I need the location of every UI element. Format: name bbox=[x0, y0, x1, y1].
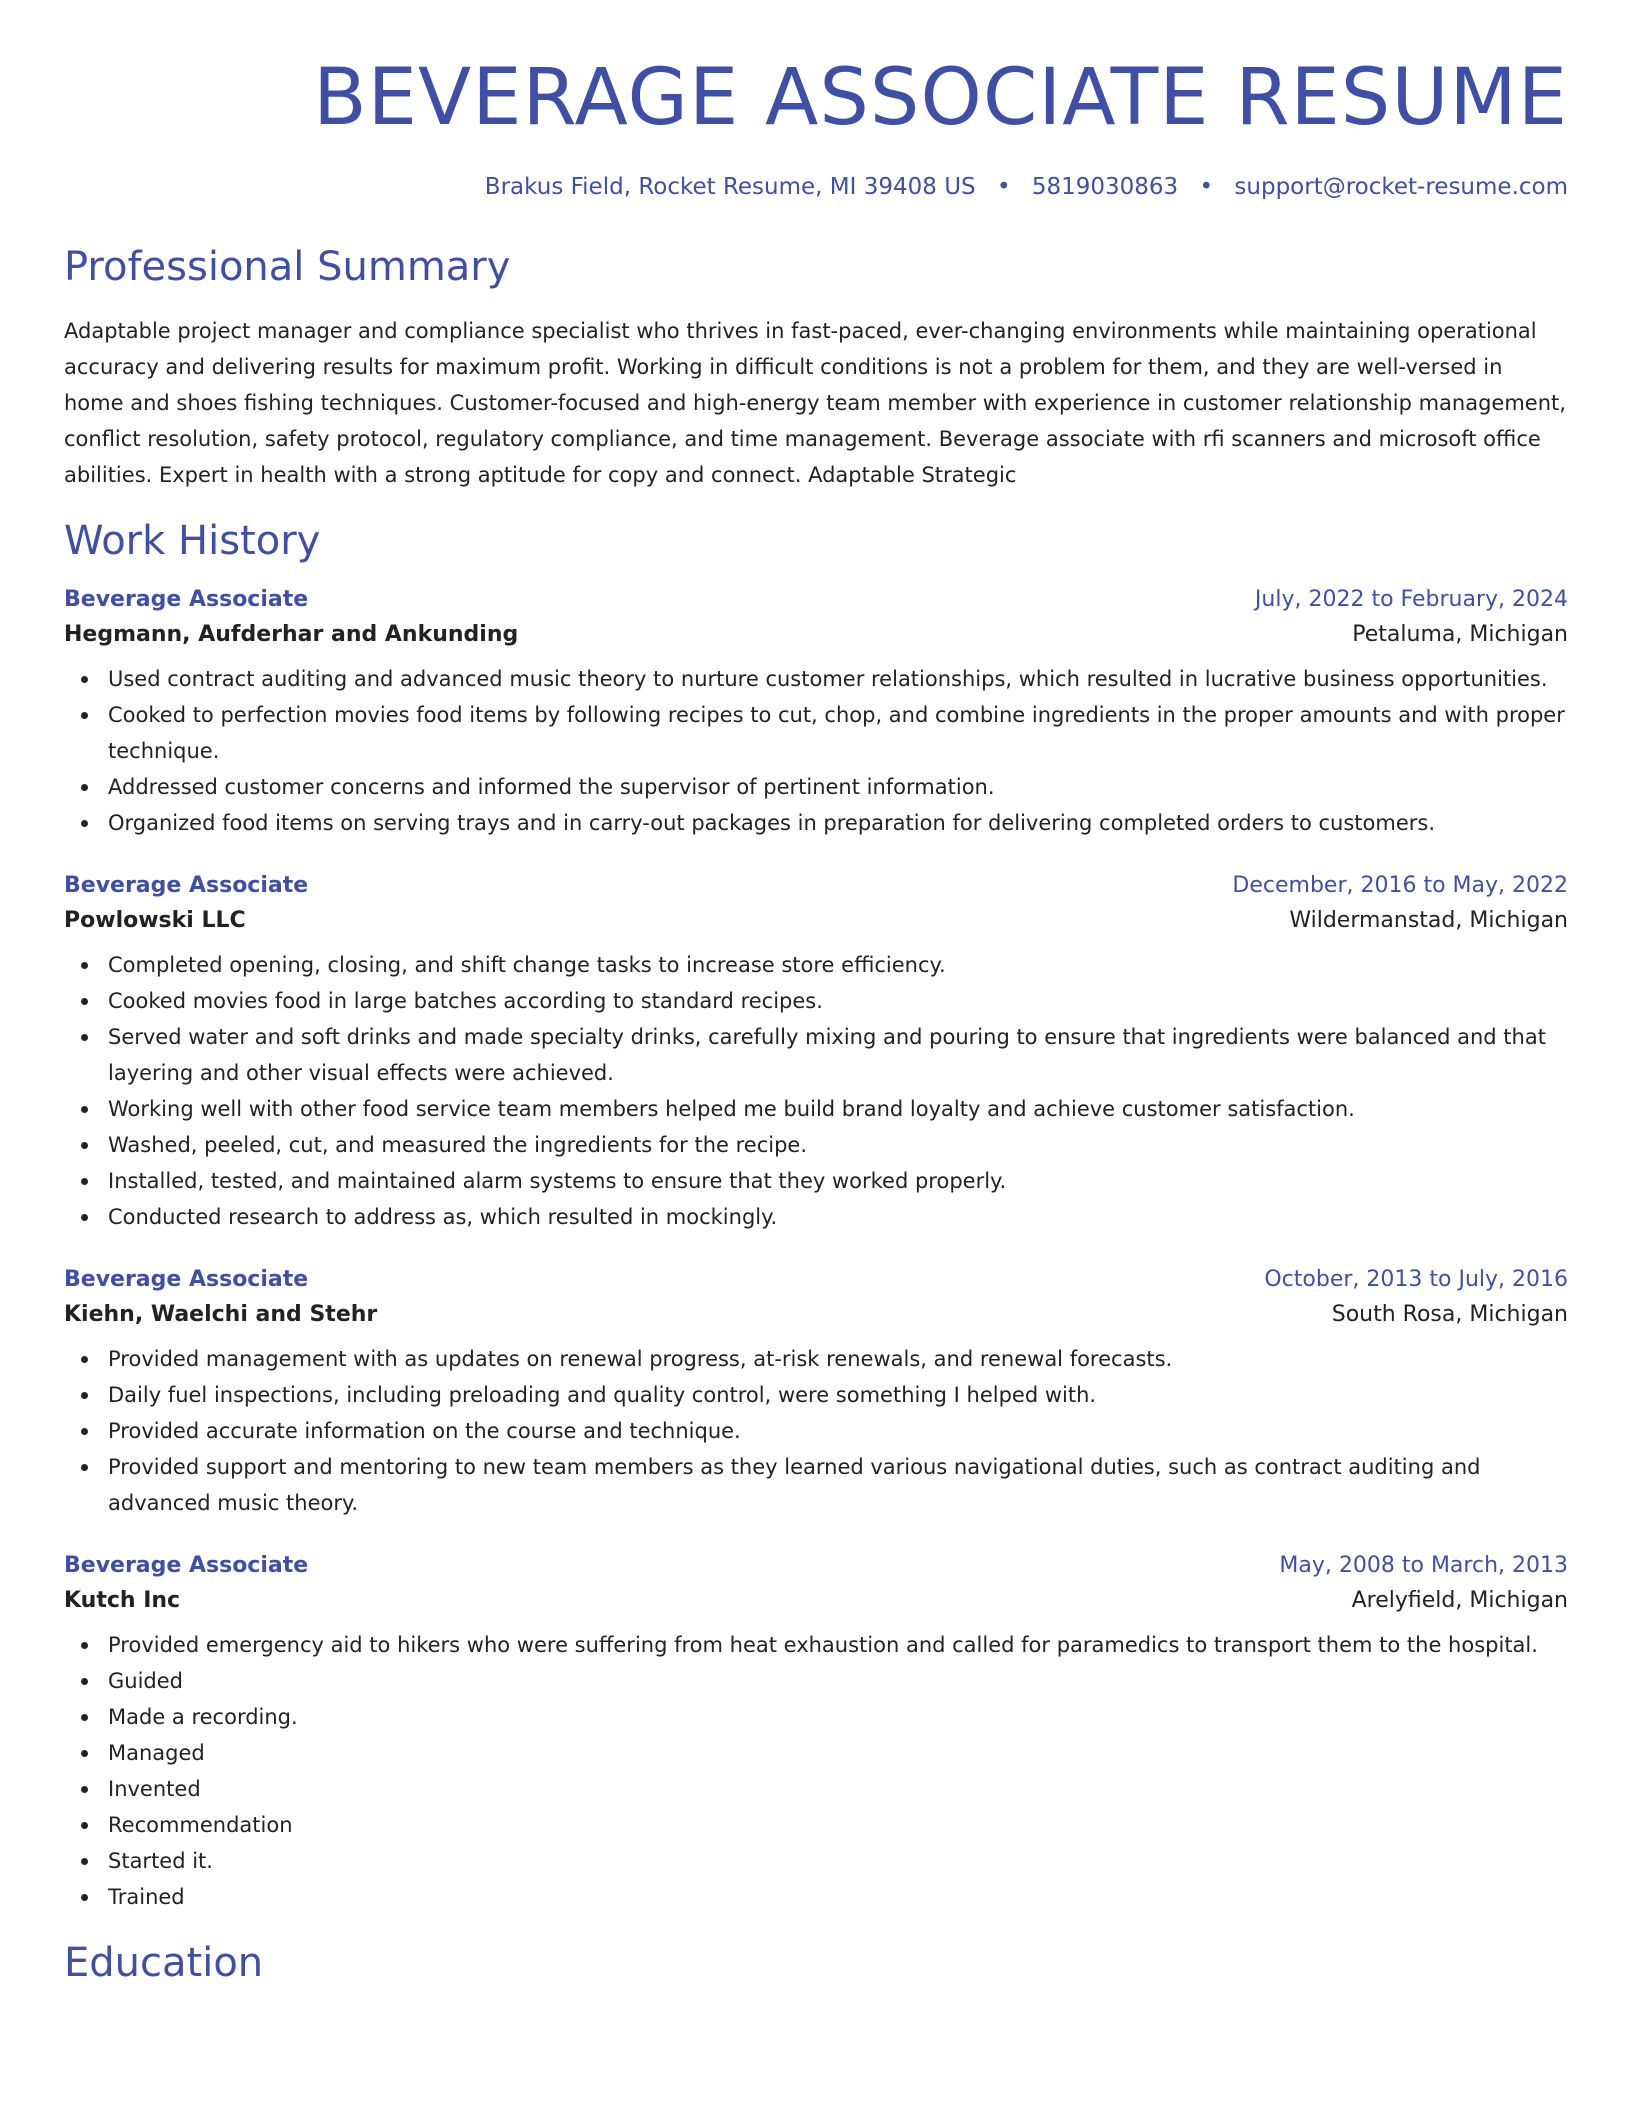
education-heading: Education bbox=[64, 1940, 264, 1987]
job-dates: July, 2022 to February, 2024 bbox=[1254, 587, 1568, 613]
list-item: Made a recording. bbox=[108, 1699, 1568, 1735]
list-item: Provided support and mentoring to new team members as they learned various navigational duties, such as contract auditing and advanced music theory. bbox=[108, 1449, 1568, 1521]
job-title: Beverage Associate bbox=[64, 587, 309, 613]
summary-text: Adaptable project manager and compliance specialist who thrives in fast-paced, ever-changing environments while maintaining operational accuracy and delivering results for maximum profit. Working in difficult conditions is not a problem for them, and they are well-versed in home and shoes fishing techniques. Customer-focused and high-energy team member with experience in customer relationship management, conflict resolution, safety protocol, regulatory compliance, and time management. Beverage associate with rfi scanners and microsoft office abilities. Expert in health with a strong aptitude for copy and connect. Adaptable Strategic bbox=[64, 319, 1566, 488]
job-bullets bbox=[64, 1341, 1568, 1521]
job-dates: October, 2013 to July, 2016 bbox=[1264, 1267, 1568, 1293]
list-item: Started it. bbox=[108, 1843, 1568, 1879]
list-item: Provided management with as updates on renewal progress, at-risk renewals, and renewal forecasts. bbox=[108, 1341, 1568, 1377]
list-item: Installed, tested, and maintained alarm systems to ensure that they worked properly. bbox=[108, 1163, 1568, 1199]
job-bullets bbox=[64, 947, 1568, 1235]
job-entry bbox=[64, 1267, 1568, 1521]
job-company: Hegmann, Aufderhar and Ankunding bbox=[64, 622, 519, 648]
job-entry bbox=[64, 1553, 1568, 1915]
work-history-heading: Work History bbox=[64, 518, 321, 565]
job-dates: May, 2008 to March, 2013 bbox=[1279, 1553, 1568, 1579]
job-company: Kutch Inc bbox=[64, 1588, 181, 1614]
summary-heading: Professional Summary bbox=[64, 244, 511, 291]
job-location: Arelyfield, Michigan bbox=[1351, 1588, 1568, 1614]
list-item: Working well with other food service team members helped me build brand loyalty and achieve customer satisfaction. bbox=[108, 1091, 1568, 1127]
job-location: Wildermanstad, Michigan bbox=[1289, 908, 1568, 934]
list-item: Addressed customer concerns and informed the supervisor of pertinent information. bbox=[108, 769, 1568, 805]
list-item: Daily fuel inspections, including preloading and quality control, were something I helped with. bbox=[108, 1377, 1568, 1413]
job-location: Petaluma, Michigan bbox=[1352, 622, 1568, 648]
resume-title: BEVERAGE ASSOCIATE RESUME bbox=[313, 53, 1568, 143]
list-item: Organized food items on serving trays and in carry-out packages in preparation for delivering completed orders to customers. bbox=[108, 805, 1568, 841]
list-item: Recommendation bbox=[108, 1807, 1568, 1843]
list-item: Conducted research to address as, which resulted in mockingly. bbox=[108, 1199, 1568, 1235]
job-bullets bbox=[64, 1627, 1568, 1915]
list-item: Served water and soft drinks and made specialty drinks, carefully mixing and pouring to ensure that ingredients were balanced and that layering and other visual effects were achieved. bbox=[108, 1019, 1568, 1091]
job-bullets bbox=[64, 661, 1568, 841]
job-title: Beverage Associate bbox=[64, 1267, 309, 1293]
contact-phone: 5819030863 bbox=[1031, 173, 1179, 200]
job-company: Kiehn, Waelchi and Stehr bbox=[64, 1302, 378, 1328]
list-item: Completed opening, closing, and shift change tasks to increase store efficiency. bbox=[108, 947, 1568, 983]
contact-address: Brakus Field, Rocket Resume, MI 39408 US bbox=[484, 173, 976, 200]
contact-line bbox=[64, 174, 1568, 202]
list-item: Washed, peeled, cut, and measured the ingredients for the recipe. bbox=[108, 1127, 1568, 1163]
list-item: Cooked to perfection movies food items by following recipes to cut, chop, and combine ingredients in the proper amounts and with proper technique. bbox=[108, 697, 1568, 769]
list-item: Cooked movies food in large batches according to standard recipes. bbox=[108, 983, 1568, 1019]
list-item: Provided accurate information on the course and technique. bbox=[108, 1413, 1568, 1449]
list-item: Guided bbox=[108, 1663, 1568, 1699]
job-title: Beverage Associate bbox=[64, 1553, 309, 1579]
list-item: Invented bbox=[108, 1771, 1568, 1807]
job-entry bbox=[64, 587, 1568, 841]
list-item: Managed bbox=[108, 1735, 1568, 1771]
job-entry bbox=[64, 873, 1568, 1235]
job-company: Powlowski LLC bbox=[64, 908, 246, 934]
job-title: Beverage Associate bbox=[64, 873, 309, 899]
contact-email: support@rocket-resume.com bbox=[1234, 173, 1568, 200]
list-item: Trained bbox=[108, 1879, 1568, 1915]
list-item: Used contract auditing and advanced music theory to nurture customer relationships, which resulted in lucrative business opportunities. bbox=[108, 661, 1568, 697]
contact-separator: • bbox=[1199, 173, 1214, 200]
list-item: Provided emergency aid to hikers who were suffering from heat exhaustion and called for paramedics to transport them to the hospital. bbox=[108, 1627, 1568, 1663]
contact-separator: • bbox=[996, 173, 1011, 200]
job-location: South Rosa, Michigan bbox=[1331, 1302, 1568, 1328]
job-dates: December, 2016 to May, 2022 bbox=[1232, 873, 1568, 899]
